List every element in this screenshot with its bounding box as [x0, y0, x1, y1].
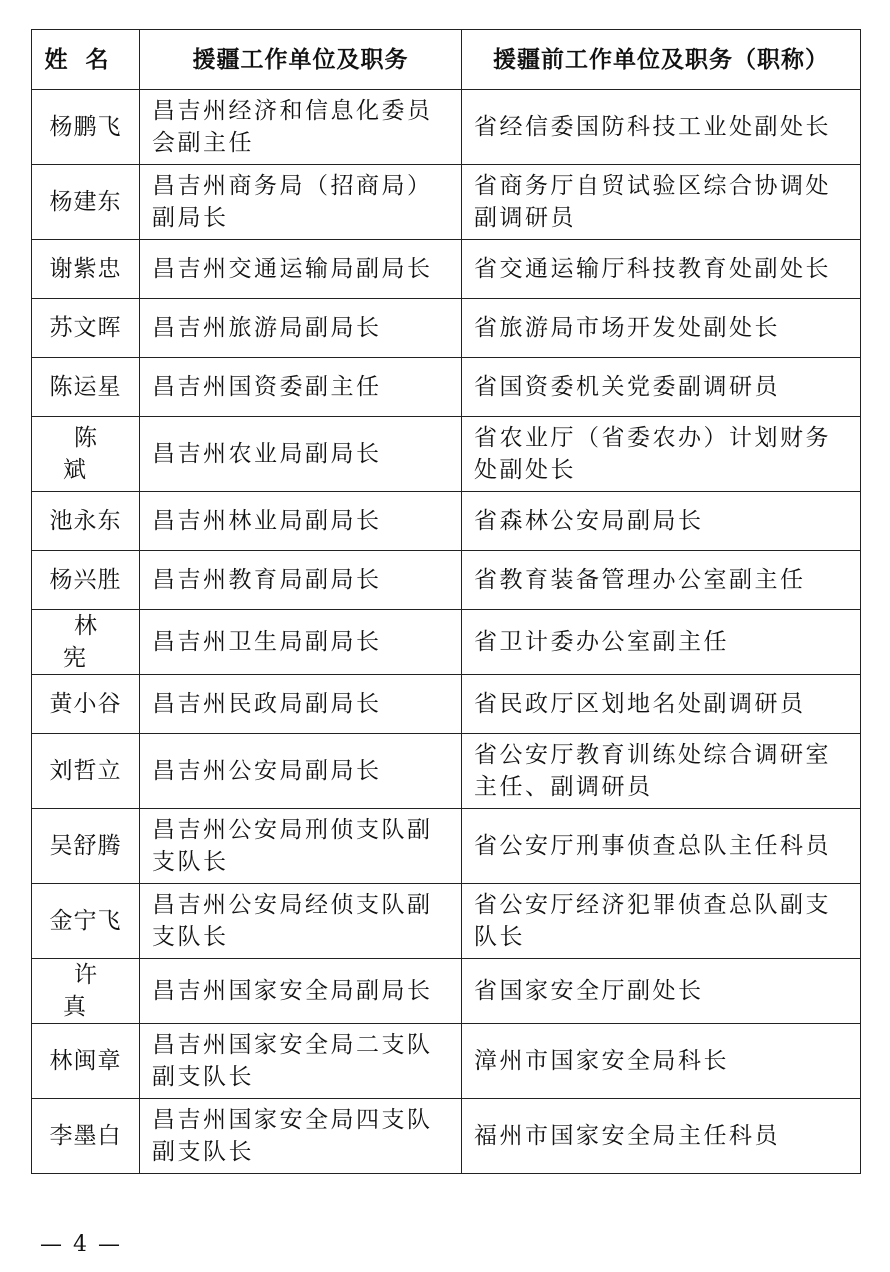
table-row: [32, 299, 861, 358]
cell-aid-unit: 昌吉州教育局副局长: [140, 551, 462, 610]
table-row: [32, 417, 861, 492]
cell-name: 林闽章: [32, 1024, 140, 1099]
cell-prev-unit: 省农业厅（省委农办）计划财务处副处长: [462, 417, 861, 492]
table-row: [32, 1099, 861, 1174]
table-row: [32, 358, 861, 417]
cell-name: 刘哲立: [32, 734, 140, 809]
cell-prev-unit: 省国家安全厅副处长: [462, 959, 861, 1024]
table-row: [32, 959, 861, 1024]
table-row: [32, 1024, 861, 1099]
cell-prev-unit: 省教育装备管理办公室副主任: [462, 551, 861, 610]
cell-name: 杨鹏飞: [32, 90, 140, 165]
table-row: [32, 734, 861, 809]
cell-name: 林宪: [32, 610, 140, 675]
cell-name: 杨兴胜: [32, 551, 140, 610]
cell-aid-unit: 昌吉州商务局（招商局）副局长: [140, 165, 462, 240]
page-number: — 4 —: [40, 1232, 122, 1257]
cell-name: 池永东: [32, 492, 140, 551]
table-header-row: [32, 30, 861, 90]
table-row: [32, 884, 861, 959]
cell-aid-unit: 昌吉州国家安全局四支队副支队长: [140, 1099, 462, 1174]
cell-name: 许真: [32, 959, 140, 1024]
cell-prev-unit: 漳州市国家安全局科长: [462, 1024, 861, 1099]
cell-prev-unit: 福州市国家安全局主任科员: [462, 1099, 861, 1174]
table-row: [32, 610, 861, 675]
header-prev-unit: 援疆前工作单位及职务（职称）: [462, 30, 861, 90]
cell-aid-unit: 昌吉州公安局经侦支队副支队长: [140, 884, 462, 959]
cell-aid-unit: 昌吉州农业局副局长: [140, 417, 462, 492]
cell-aid-unit: 昌吉州林业局副局长: [140, 492, 462, 551]
cell-name: 谢紫忠: [32, 240, 140, 299]
table-row: [32, 809, 861, 884]
header-name: 姓名: [32, 30, 140, 90]
cell-prev-unit: 省民政厅区划地名处副调研员: [462, 675, 861, 734]
cell-aid-unit: 昌吉州国资委副主任: [140, 358, 462, 417]
cell-prev-unit: 省商务厅自贸试验区综合协调处副调研员: [462, 165, 861, 240]
cell-aid-unit: 昌吉州公安局副局长: [140, 734, 462, 809]
cell-prev-unit: 省经信委国防科技工业处副处长: [462, 90, 861, 165]
table-row: [32, 240, 861, 299]
cell-name: 陈斌: [32, 417, 140, 492]
table-row: [32, 492, 861, 551]
cell-prev-unit: 省国资委机关党委副调研员: [462, 358, 861, 417]
cell-name: 金宁飞: [32, 884, 140, 959]
cell-aid-unit: 昌吉州旅游局副局长: [140, 299, 462, 358]
cell-name: 杨建东: [32, 165, 140, 240]
cell-name: 黄小谷: [32, 675, 140, 734]
cell-aid-unit: 昌吉州交通运输局副局长: [140, 240, 462, 299]
cell-name: 吴舒腾: [32, 809, 140, 884]
cell-aid-unit: 昌吉州公安局刑侦支队副支队长: [140, 809, 462, 884]
cell-name: 李墨白: [32, 1099, 140, 1174]
table-row: [32, 165, 861, 240]
cell-prev-unit: 省森林公安局副局长: [462, 492, 861, 551]
table-row: [32, 551, 861, 610]
cell-aid-unit: 昌吉州国家安全局副局长: [140, 959, 462, 1024]
cell-prev-unit: 省交通运输厅科技教育处副处长: [462, 240, 861, 299]
cell-aid-unit: 昌吉州经济和信息化委员会副主任: [140, 90, 462, 165]
table-row: [32, 90, 861, 165]
table-body: [32, 90, 861, 1174]
table-row: [32, 675, 861, 734]
cell-aid-unit: 昌吉州国家安全局二支队副支队长: [140, 1024, 462, 1099]
cell-aid-unit: 昌吉州民政局副局长: [140, 675, 462, 734]
cell-name: 苏文晖: [32, 299, 140, 358]
cell-aid-unit: 昌吉州卫生局副局长: [140, 610, 462, 675]
cell-prev-unit: 省卫计委办公室副主任: [462, 610, 861, 675]
cell-prev-unit: 省旅游局市场开发处副处长: [462, 299, 861, 358]
personnel-table: [31, 29, 861, 1174]
header-aid-unit: 援疆工作单位及职务: [140, 30, 462, 90]
cell-prev-unit: 省公安厅经济犯罪侦查总队副支队长: [462, 884, 861, 959]
cell-name: 陈运星: [32, 358, 140, 417]
cell-prev-unit: 省公安厅教育训练处综合调研室主任、副调研员: [462, 734, 861, 809]
cell-prev-unit: 省公安厅刑事侦查总队主任科员: [462, 809, 861, 884]
